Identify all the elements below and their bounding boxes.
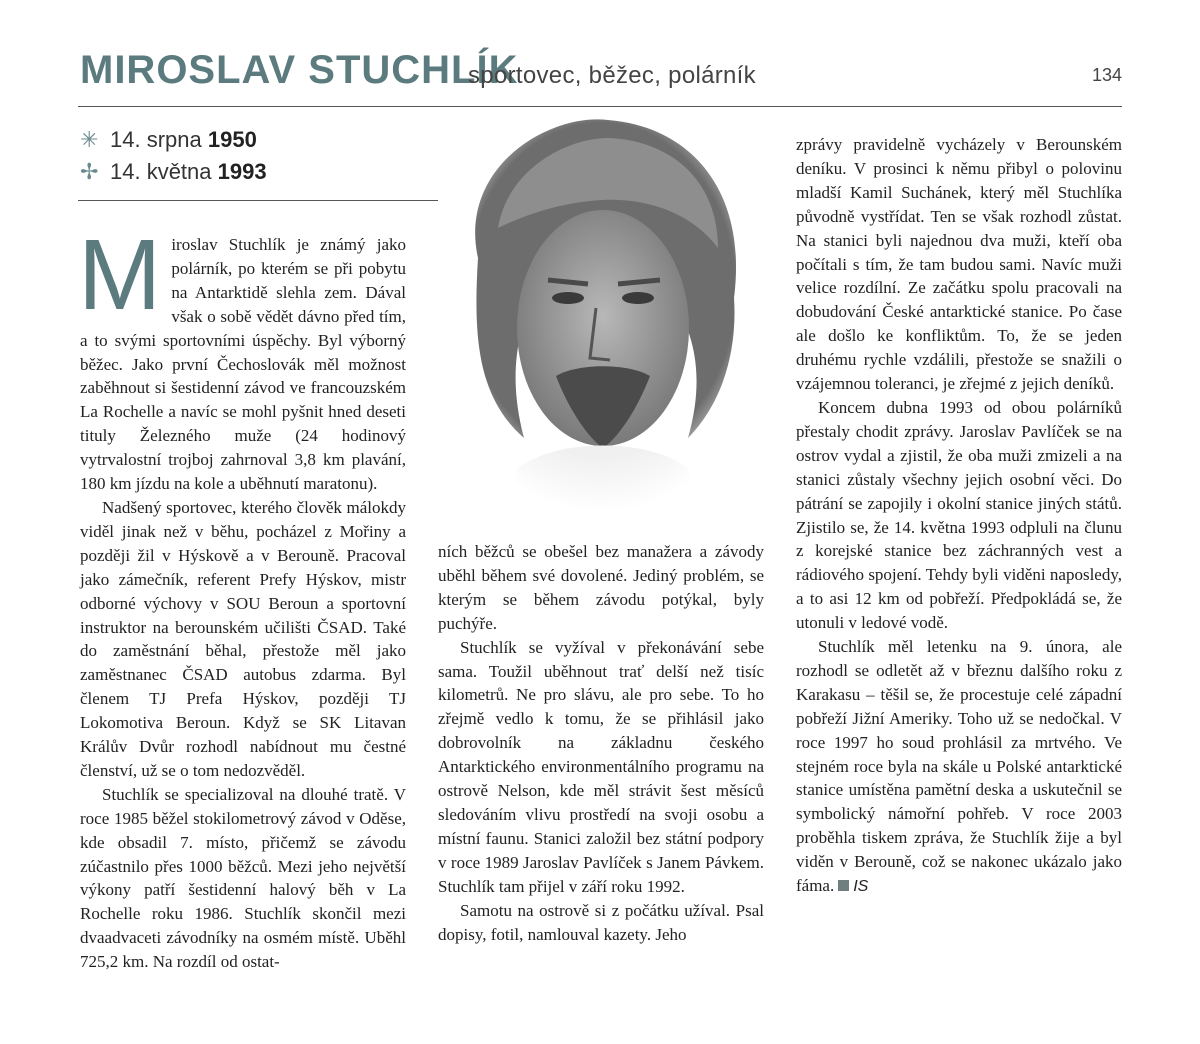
article-paragraph-6: Koncem dubna 1993 od obou polárníků přestaly chodit zprávy. Jaroslav Pavlíček se na ostrov vydal a zjistil, že oba muži zmizeli a na stanici zůstaly všechny jejich osobní věci. Do pátrání se zapojily i okolní stanice jiných států. Zjistilo se, že 14. května 1993 odpluli na člunu z korejské stanice bez záchranných vest a rádiového spojení. Tehdy byli viděni naposledy, a to asi 12 km od pobřeží. Předpokládá se, že utonuli v ledové vodě. xyxy=(796,397,1122,633)
article-paragraph-5a: Samotu na ostrově si z počátku užíval. Psal dopisy, fotil, namlouval kazety. Jeho xyxy=(438,900,764,944)
header-subtitle: sportovec, běžec, polárník xyxy=(468,62,756,89)
dates-rule xyxy=(78,200,438,201)
drop-cap: M xyxy=(78,219,162,331)
death-day-month: 14. května xyxy=(110,159,212,184)
author-signature: IS xyxy=(853,878,869,896)
article-paragraph-2: Nadšený sportovec, kterého člověk málokdy viděl jinak než v běhu, pocházel z Mořiny a později žil v Hýskově a v Berouně. Pracoval jako zámečník, referent Prefy Hýskov, mistr odborné výchovy v SOU Beroun a sportovní instruktor na berounském učilišti ČSAD. Také do zaměstnání běhal, přestože měl jako zaměstnanec ČSAD autobus zdarma. Byl členem TJ Prefa Hýskov, později TJ Lokomotiva Beroun. Když se SK Litavan Králův Dvůr rozhodl nabídnout mu čestné členství, už se o tom nedozvěděl. xyxy=(80,497,406,780)
article-paragraph-3b: ních běžců se obešel bez manažera a závody uběhl během své dovolené. Jediný problém, se kterým se během závodu potýkal, byly puchýře. xyxy=(438,542,764,633)
birth-year: 1950 xyxy=(207,127,257,152)
portrait-image xyxy=(438,108,764,512)
life-dates xyxy=(80,124,440,188)
header-title: MIROSLAV STUCHLÍK xyxy=(80,48,519,92)
birth-star-icon: ✳ xyxy=(80,127,99,152)
paragraph-7-text: Stuchlík měl letenku na 9. února, ale rozhodl se odletět až v březnu dalšího roku z Karakasu – těšil se, že procestuje celé západní pobřeží Jižní Ameriky. Toho už se nedočkal. V roce 1997 ho soud prohlásil za mrtvého. Ve stejném roce byla na skále u Polské antarktické stanice umístěna pamětní deska a uskutečnil se symbolický námořní pohřeb. V roce 2003 proběhla tiskem zpráva, že Stuchlík žije a byl viděn v Berouně, což se nakonec ukázalo jako fáma. xyxy=(796,637,1122,896)
birth-date-line xyxy=(80,124,440,156)
article-column-3 xyxy=(796,133,1122,899)
portrait-photo xyxy=(438,108,764,512)
paragraph-1-text: iroslav Stuchlík je známý jako polárník, po kterém se při pobytu na Antarktidě slehla zem. Dával však o sobě vědět dávno před tím, a to svými sportovními úspěchy. Byl výborný běžec. Jako první Čechoslovák měl možnost zaběhnout si šestidenní závod ve francouzském La Rochelle a navíc se mohl pyšnit hned deseti tituly Železného muže (24 hodinový vytrvalostní trojboj zahrnoval 3,8 km plavání, 180 km jízdu na kole a uběhnutí maratonu). xyxy=(80,235,406,494)
article-paragraph-7 xyxy=(796,635,1122,899)
header-rule xyxy=(78,106,1122,107)
death-year: 1993 xyxy=(217,159,267,184)
end-square-icon xyxy=(838,880,849,891)
death-date-line xyxy=(80,156,440,188)
article-paragraph-5b: zprávy pravidelně vycházely v Berounském deníku. V prosinci k němu přibyl o polovinu mladší Kamil Suchánek, který měl Stuchlíka původně vystřídat. Ten se však rozhodl zůstat. Na stanici byli najednou dva muži, kteří oba počítali s tím, že tam budou sami. Navíc muži velice rozdílní. Ze začátku spolu pracovali na dobudování České antarktické stanice. Po čase ale došlo ke konfliktům. To, že se jeden druhému rychle vzdálili, přestože se snažili o vzájemnou toleranci, je zřejmé z jejich deníků. xyxy=(796,135,1122,394)
article-paragraph-1 xyxy=(78,219,406,496)
article-column-1 xyxy=(78,219,406,974)
article-paragraph-4: Stuchlík se vyžíval v překonávání sebe sama. Toužil uběhnout trať delší než tisíc kilometrů. Ne pro slávu, ale pro sebe. To ho zřejmě vedlo k tomu, že se přihlásil jako dobrovolník na základnu českého Antarktického environmentálního programu na ostrově Nelson, kde měl strávit šest měsíců sledováním vlivu prostředí na svoji osobu a místní faunu. Stanici založil bez státní podpory v roce 1989 Jaroslav Pavlíček s Janem Pávkem. Stuchlík tam přijel v září roku 1992. xyxy=(438,637,764,896)
death-cross-icon: ✢ xyxy=(80,159,99,184)
page-number: 134 xyxy=(1091,65,1122,85)
birth-day-month: 14. srpna xyxy=(110,127,202,152)
article-column-2 xyxy=(438,540,764,946)
article-paragraph-3a: Stuchlík se specializoval na dlouhé tratě. V roce 1985 běžel stokilometrový závod v Oděse, kde obsadil 7. místo, přičemž se závodu zúčastnilo přes 1000 běžců. Mezi jeho největší výkony patří šestidenní halový běh v La Rochelle roku 1986. Stuchlík skončil mezi dvaadvaceti závodníky na osmém místě. Uběhl 725,2 km. Na rozdíl od ostat- xyxy=(80,784,406,972)
